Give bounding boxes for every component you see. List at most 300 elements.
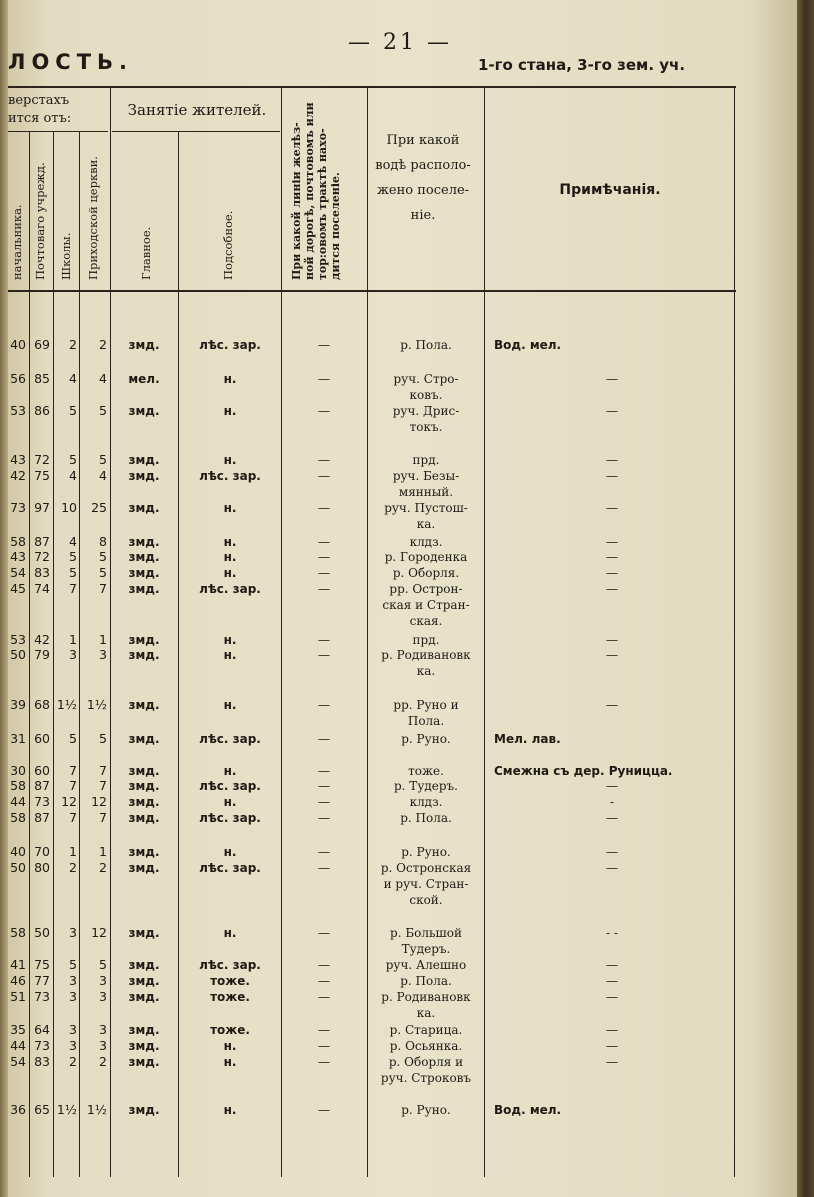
- cell-glavnoe: змд.: [128, 732, 160, 746]
- cell-pochtovago: 70: [34, 844, 50, 859]
- cell-nachalnika: 41: [10, 957, 26, 972]
- cell-podsobnoe: тоже.: [210, 990, 250, 1004]
- cell-shkoly: 2: [69, 337, 77, 352]
- cell-pochtovago: 83: [34, 1054, 50, 1069]
- cell-pochtovago: 77: [34, 973, 50, 988]
- cell-glavnoe: змд.: [128, 469, 160, 483]
- cell-tserkvi: 5: [99, 452, 107, 467]
- cell-shkoly: 12: [61, 794, 77, 809]
- cell-tserkvi: 1½: [86, 1102, 107, 1117]
- cell-tserkvi: 3: [99, 647, 107, 662]
- cell-water: прд.: [412, 633, 440, 647]
- cell-railway: —: [318, 535, 330, 549]
- cell-tserkvi: 1: [99, 632, 107, 647]
- section-title: ЛОСТЬ.: [8, 50, 134, 74]
- cell-notes: Смежна съ дер. Руницца.: [494, 764, 673, 778]
- cell-glavnoe: змд.: [128, 958, 160, 972]
- cell-podsobnoe: н.: [223, 1103, 237, 1117]
- cell-railway: —: [318, 1103, 330, 1117]
- cell-pochtovago: 83: [34, 565, 50, 580]
- cell-pochtovago: 79: [34, 647, 50, 662]
- cell-nachalnika: 50: [10, 860, 26, 875]
- header-pochtovago: Почтоваго учрежд.: [33, 162, 47, 280]
- cell-pochtovago: 97: [34, 500, 50, 515]
- cell-podsobnoe: лѣс. зар.: [199, 861, 261, 875]
- cell-pochtovago: 72: [34, 452, 50, 467]
- cell-pochtovago: 87: [34, 778, 50, 793]
- cell-water: рр. Руно и Пола.: [393, 698, 459, 728]
- cell-tserkvi: 25: [91, 500, 107, 515]
- table-row: [0, 452, 814, 467]
- cell-shkoly: 5: [69, 731, 77, 746]
- cell-shkoly: 4: [69, 534, 77, 549]
- cell-notes: —: [606, 811, 618, 825]
- cell-glavnoe: змд.: [128, 1103, 160, 1117]
- table-row: [0, 794, 814, 809]
- cell-podsobnoe: н.: [223, 501, 237, 515]
- cell-glavnoe: змд.: [128, 633, 160, 647]
- cell-railway: —: [318, 648, 330, 662]
- cell-tserkvi: 7: [99, 581, 107, 596]
- cell-pochtovago: 69: [34, 337, 50, 352]
- cell-glavnoe: змд.: [128, 845, 160, 859]
- cell-glavnoe: змд.: [128, 338, 160, 352]
- cell-notes: —: [606, 845, 618, 859]
- cell-notes: —: [606, 1055, 618, 1069]
- cell-podsobnoe: лѣс. зар.: [199, 779, 261, 793]
- cell-glavnoe: змд.: [128, 779, 160, 793]
- cell-shkoly: 5: [69, 403, 77, 418]
- cell-shkoly: 7: [69, 778, 77, 793]
- cell-nachalnika: 56: [10, 371, 26, 386]
- page-left-edge: [0, 0, 8, 1197]
- cell-podsobnoe: н.: [223, 764, 237, 778]
- cell-railway: —: [318, 1055, 330, 1069]
- cell-nachalnika: 44: [10, 1038, 26, 1053]
- cell-nachalnika: 40: [10, 337, 26, 352]
- cell-pochtovago: 72: [34, 549, 50, 564]
- cell-notes: —: [606, 582, 618, 596]
- cell-nachalnika: 58: [10, 925, 26, 940]
- cell-railway: —: [318, 453, 330, 467]
- header-occupation-group: Занятіе жителей.: [127, 101, 267, 119]
- cell-nachalnika: 53: [10, 632, 26, 647]
- cell-tserkvi: 3: [99, 989, 107, 1004]
- header-bottom-rule: [8, 290, 736, 292]
- cell-water: руч. Алешно: [385, 958, 467, 972]
- cell-water: руч. Безы- мянный.: [392, 469, 460, 499]
- cell-railway: —: [318, 990, 330, 1004]
- cell-pochtovago: 60: [34, 731, 50, 746]
- cell-railway: —: [318, 795, 330, 809]
- cell-pochtovago: 68: [34, 697, 50, 712]
- cell-shkoly: 7: [69, 763, 77, 778]
- cell-railway: —: [318, 404, 330, 418]
- cell-tserkvi: 1½: [86, 697, 107, 712]
- cell-podsobnoe: н.: [223, 1055, 237, 1069]
- table-row: [0, 1022, 814, 1037]
- cell-water: тоже.: [408, 764, 444, 778]
- cell-podsobnoe: лѣс. зар.: [199, 469, 261, 483]
- cell-shkoly: 3: [69, 925, 77, 940]
- cell-shkoly: 3: [69, 1038, 77, 1053]
- cell-railway: —: [318, 501, 330, 515]
- cell-tserkvi: 5: [99, 731, 107, 746]
- cell-nachalnika: 36: [10, 1102, 26, 1117]
- cell-pochtovago: 65: [34, 1102, 50, 1117]
- table-row: [0, 697, 814, 728]
- cell-notes: Вод. мел.: [494, 338, 562, 352]
- cell-water: р. Тудеръ.: [394, 779, 458, 793]
- cell-water: р. Старица.: [389, 1023, 463, 1037]
- cell-tserkvi: 5: [99, 403, 107, 418]
- cell-water: р. Руно.: [401, 845, 451, 859]
- cell-nachalnika: 58: [10, 778, 26, 793]
- cell-glavnoe: змд.: [128, 698, 160, 712]
- table-row: [0, 500, 814, 531]
- cell-notes: —: [606, 372, 618, 386]
- cell-nachalnika: 73: [10, 500, 26, 515]
- cell-nachalnika: 31: [10, 731, 26, 746]
- table-row: [0, 860, 814, 907]
- cell-notes: —: [606, 469, 618, 483]
- cell-podsobnoe: н.: [223, 633, 237, 647]
- cell-notes: —: [606, 535, 618, 549]
- table-row: [0, 810, 814, 825]
- cell-podsobnoe: н.: [223, 845, 237, 859]
- cell-tserkvi: 5: [99, 565, 107, 580]
- table-row: [0, 534, 814, 549]
- cell-nachalnika: 50: [10, 647, 26, 662]
- cell-pochtovago: 64: [34, 1022, 50, 1037]
- cell-notes: -: [609, 795, 615, 809]
- cell-podsobnoe: н.: [223, 372, 237, 386]
- cell-pochtovago: 87: [34, 534, 50, 549]
- cell-podsobnoe: н.: [223, 566, 237, 580]
- cell-railway: —: [318, 633, 330, 647]
- cell-tserkvi: 4: [99, 468, 107, 483]
- header-shkoly: Школы.: [59, 232, 73, 280]
- cell-pochtovago: 73: [34, 989, 50, 1004]
- cell-railway: —: [318, 779, 330, 793]
- cell-pochtovago: 80: [34, 860, 50, 875]
- cell-water: рр. Острон- ская и Стран- ская.: [382, 582, 470, 628]
- cell-railway: —: [318, 372, 330, 386]
- table-row: [0, 778, 814, 793]
- cell-shkoly: 3: [69, 647, 77, 662]
- cell-podsobnoe: тоже.: [210, 974, 250, 988]
- cell-shkoly: 5: [69, 549, 77, 564]
- cell-tserkvi: 2: [99, 1054, 107, 1069]
- cell-nachalnika: 51: [10, 989, 26, 1004]
- cell-podsobnoe: н.: [223, 648, 237, 662]
- cell-nachalnika: 46: [10, 973, 26, 988]
- cell-water: р. Остронская и руч. Стран- ской.: [380, 861, 472, 907]
- table-row: [0, 844, 814, 859]
- cell-shkoly: 2: [69, 860, 77, 875]
- cell-shkoly: 4: [69, 371, 77, 386]
- cell-glavnoe: мел.: [128, 372, 160, 386]
- cell-notes: —: [606, 990, 618, 1004]
- header-distance-group: верстахъ ится отъ:: [8, 93, 72, 126]
- cell-water: прд.: [412, 453, 440, 467]
- cell-notes: —: [606, 779, 618, 793]
- table-row: [0, 1054, 814, 1085]
- cell-water: р. Большой Тудеръ.: [390, 926, 462, 956]
- cell-podsobnoe: тоже.: [210, 1023, 250, 1037]
- cell-notes: —: [606, 453, 618, 467]
- cell-shkoly: 3: [69, 973, 77, 988]
- cell-notes: —: [606, 648, 618, 662]
- cell-water: р. Пола.: [400, 974, 452, 988]
- cell-railway: —: [318, 845, 330, 859]
- cell-notes: —: [606, 404, 618, 418]
- cell-nachalnika: 44: [10, 794, 26, 809]
- cell-podsobnoe: лѣс. зар.: [199, 732, 261, 746]
- cell-nachalnika: 42: [10, 468, 26, 483]
- cell-railway: —: [318, 338, 330, 352]
- cell-glavnoe: змд.: [128, 1055, 160, 1069]
- cell-shkoly: 2: [69, 1054, 77, 1069]
- cell-water: р. Оборля и руч. Строковъ: [380, 1055, 472, 1085]
- cell-glavnoe: змд.: [128, 404, 160, 418]
- cell-nachalnika: 40: [10, 844, 26, 859]
- cell-water: р. Осьянка.: [389, 1039, 463, 1053]
- cell-shkoly: 3: [69, 989, 77, 1004]
- cell-tserkvi: 12: [91, 925, 107, 940]
- cell-tserkvi: 3: [99, 973, 107, 988]
- cell-railway: —: [318, 958, 330, 972]
- table-row: [0, 731, 814, 746]
- cell-railway: —: [318, 566, 330, 580]
- cell-nachalnika: 53: [10, 403, 26, 418]
- cell-shkoly: 1½: [56, 1102, 77, 1117]
- table-row: [0, 925, 814, 956]
- cell-podsobnoe: н.: [223, 1039, 237, 1053]
- cell-podsobnoe: лѣс. зар.: [199, 958, 261, 972]
- cell-glavnoe: змд.: [128, 990, 160, 1004]
- table-row: [0, 1102, 814, 1117]
- cell-notes: —: [606, 633, 618, 647]
- cell-notes: Вод. мел.: [494, 1103, 562, 1117]
- cell-tserkvi: 7: [99, 810, 107, 825]
- occupation-group-rule: [112, 131, 280, 132]
- cell-podsobnoe: н.: [223, 453, 237, 467]
- cell-water: р. Родивановк ка.: [381, 648, 471, 678]
- cell-nachalnika: 54: [10, 565, 26, 580]
- cell-glavnoe: змд.: [128, 1039, 160, 1053]
- header-notes: Примѣчанія.: [559, 182, 661, 198]
- cell-notes: —: [606, 550, 618, 564]
- cell-pochtovago: 73: [34, 1038, 50, 1053]
- cell-pochtovago: 87: [34, 810, 50, 825]
- table-row: [0, 973, 814, 988]
- book-spine: [797, 0, 814, 1197]
- header-podsobnoe: Подсобное.: [221, 210, 235, 280]
- cell-railway: —: [318, 811, 330, 825]
- cell-notes: —: [606, 501, 618, 515]
- cell-shkoly: 7: [69, 581, 77, 596]
- cell-shkoly: 5: [69, 565, 77, 580]
- cell-shkoly: 7: [69, 810, 77, 825]
- cell-shkoly: 1½: [56, 697, 77, 712]
- table-row: [0, 989, 814, 1020]
- cell-water: клдз.: [409, 535, 443, 549]
- cell-tserkvi: 8: [99, 534, 107, 549]
- cell-notes: —: [606, 566, 618, 580]
- cell-glavnoe: змд.: [128, 501, 160, 515]
- cell-notes: Мел. лав.: [494, 732, 561, 746]
- cell-glavnoe: змд.: [128, 582, 160, 596]
- cell-podsobnoe: лѣс. зар.: [199, 582, 261, 596]
- cell-notes: - -: [606, 926, 618, 940]
- cell-glavnoe: змд.: [128, 453, 160, 467]
- cell-pochtovago: 74: [34, 581, 50, 596]
- cell-pochtovago: 60: [34, 763, 50, 778]
- header-tserkvi: Приходской церкви.: [86, 156, 100, 280]
- cell-glavnoe: змд.: [128, 811, 160, 825]
- cell-railway: —: [318, 926, 330, 940]
- cell-shkoly: 4: [69, 468, 77, 483]
- cell-shkoly: 1: [69, 632, 77, 647]
- cell-railway: —: [318, 764, 330, 778]
- cell-railway: —: [318, 582, 330, 596]
- cell-notes: —: [606, 1023, 618, 1037]
- cell-glavnoe: змд.: [128, 648, 160, 662]
- cell-shkoly: 5: [69, 452, 77, 467]
- cell-podsobnoe: лѣс. зар.: [199, 811, 261, 825]
- table-row: [0, 632, 814, 647]
- cell-pochtovago: 75: [34, 468, 50, 483]
- cell-water: р. Оборля.: [392, 566, 460, 580]
- cell-glavnoe: змд.: [128, 535, 160, 549]
- cell-pochtovago: 85: [34, 371, 50, 386]
- table-row: [0, 403, 814, 434]
- cell-tserkvi: 7: [99, 763, 107, 778]
- cell-water: р. Городенка: [384, 550, 468, 564]
- cell-nachalnika: 43: [10, 549, 26, 564]
- cell-shkoly: 3: [69, 1022, 77, 1037]
- cell-water: р. Пола.: [400, 338, 452, 352]
- cell-notes: —: [606, 698, 618, 712]
- cell-podsobnoe: лѣс. зар.: [199, 338, 261, 352]
- cell-nachalnika: 43: [10, 452, 26, 467]
- table-row: [0, 581, 814, 628]
- cell-podsobnoe: н.: [223, 535, 237, 549]
- header-nachalnika: начальника.: [10, 204, 24, 280]
- cell-tserkvi: 12: [91, 794, 107, 809]
- cell-tserkvi: 1: [99, 844, 107, 859]
- cell-glavnoe: змд.: [128, 566, 160, 580]
- cell-tserkvi: 3: [99, 1022, 107, 1037]
- cell-tserkvi: 2: [99, 337, 107, 352]
- cell-podsobnoe: н.: [223, 698, 237, 712]
- cell-shkoly: 10: [61, 500, 77, 515]
- cell-podsobnoe: н.: [223, 795, 237, 809]
- cell-water: руч. Стро- ковъ.: [393, 372, 459, 402]
- cell-notes: —: [606, 1039, 618, 1053]
- header-glavnoe: Главное.: [139, 226, 153, 280]
- cell-railway: —: [318, 1023, 330, 1037]
- cell-tserkvi: 5: [99, 957, 107, 972]
- cell-water: клдз.: [409, 795, 443, 809]
- cell-railway: —: [318, 861, 330, 875]
- table-row: [0, 468, 814, 499]
- distance-group-rule: [8, 131, 108, 132]
- cell-glavnoe: змд.: [128, 1023, 160, 1037]
- cell-glavnoe: змд.: [128, 550, 160, 564]
- cell-railway: —: [318, 732, 330, 746]
- cell-water: р. Руно.: [401, 732, 451, 746]
- cell-water: р. Пола.: [400, 811, 452, 825]
- cell-railway: —: [318, 550, 330, 564]
- cell-pochtovago: 50: [34, 925, 50, 940]
- cell-glavnoe: змд.: [128, 926, 160, 940]
- cell-nachalnika: 35: [10, 1022, 26, 1037]
- district-title: 1-го стана, 3-го зем. уч.: [478, 56, 686, 74]
- cell-tserkvi: 2: [99, 860, 107, 875]
- cell-railway: —: [318, 469, 330, 483]
- cell-pochtovago: 86: [34, 403, 50, 418]
- header-railway: При какой линіи желѣз- ной дорогѣ, почтовомъ или тор:овомъ трактѣ нахо- дится поселеніе.: [290, 102, 342, 280]
- cell-pochtovago: 42: [34, 632, 50, 647]
- cell-pochtovago: 75: [34, 957, 50, 972]
- cell-nachalnika: 30: [10, 763, 26, 778]
- table-row: [0, 1038, 814, 1053]
- cell-nachalnika: 54: [10, 1054, 26, 1069]
- cell-podsobnoe: н.: [223, 550, 237, 564]
- cell-water: руч. Пустош- ка.: [384, 501, 468, 531]
- cell-water: р. Руно.: [401, 1103, 451, 1117]
- cell-notes: —: [606, 861, 618, 875]
- cell-nachalnika: 58: [10, 810, 26, 825]
- cell-tserkvi: 7: [99, 778, 107, 793]
- page-number: — 21 —: [348, 30, 452, 55]
- cell-nachalnika: 58: [10, 534, 26, 549]
- cell-glavnoe: змд.: [128, 861, 160, 875]
- cell-glavnoe: змд.: [128, 764, 160, 778]
- cell-shkoly: 1: [69, 844, 77, 859]
- table-top-rule: [8, 86, 736, 88]
- cell-water: р. Родивановк ка.: [381, 990, 471, 1020]
- cell-glavnoe: змд.: [128, 974, 160, 988]
- cell-railway: —: [318, 1039, 330, 1053]
- table-row: [0, 957, 814, 972]
- cell-glavnoe: змд.: [128, 795, 160, 809]
- cell-nachalnika: 39: [10, 697, 26, 712]
- cell-pochtovago: 73: [34, 794, 50, 809]
- table-row: [0, 647, 814, 678]
- cell-notes: —: [606, 958, 618, 972]
- table-row: [0, 337, 814, 352]
- cell-shkoly: 5: [69, 957, 77, 972]
- cell-podsobnoe: н.: [223, 404, 237, 418]
- table-row: [0, 565, 814, 580]
- table-row: [0, 371, 814, 402]
- cell-water: руч. Дрис- токъ.: [392, 404, 460, 434]
- cell-tserkvi: 3: [99, 1038, 107, 1053]
- cell-nachalnika: 45: [10, 581, 26, 596]
- cell-tserkvi: 5: [99, 549, 107, 564]
- cell-podsobnoe: н.: [223, 926, 237, 940]
- cell-notes: —: [606, 974, 618, 988]
- column-rule-4: [178, 131, 179, 1177]
- table-row: [0, 549, 814, 564]
- header-water: При какой водѣ располо- жено поселе- ніе.: [375, 133, 471, 223]
- cell-railway: —: [318, 974, 330, 988]
- cell-tserkvi: 4: [99, 371, 107, 386]
- table-row: [0, 763, 814, 778]
